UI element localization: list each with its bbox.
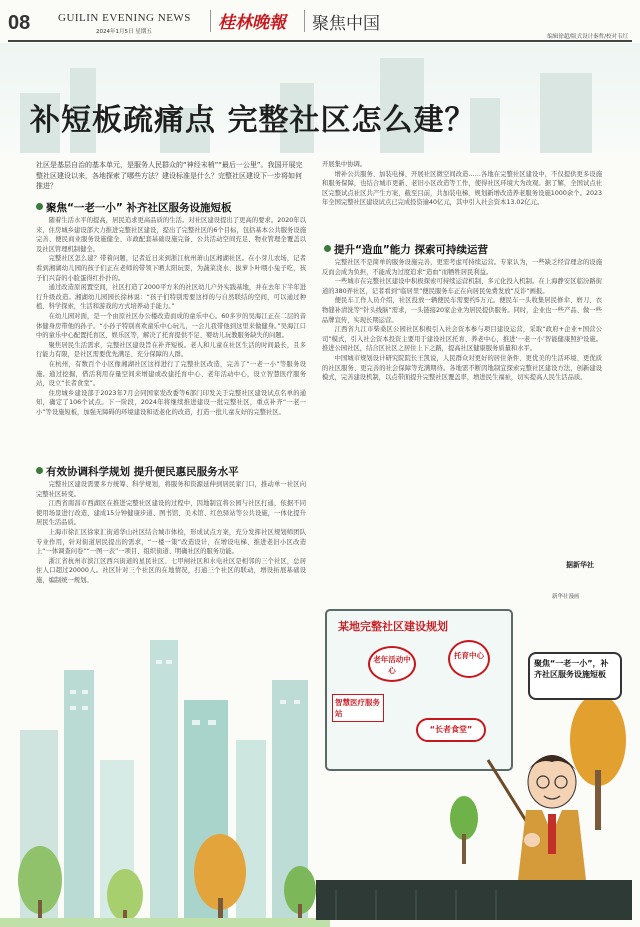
issue-date: 2024年1月5日 星期五 [96, 29, 152, 35]
label-elder-center: 老年活动中心 [368, 646, 416, 682]
bullet-icon [324, 245, 331, 252]
cartoon-illustration [316, 590, 632, 920]
divider [304, 10, 305, 32]
paragraph: 浙江省杭州市滨江区西兴街道的星民社区、七甲闸社区和水电社区是相邻的三个社区，总居住人口超过20000人。社区针对三个社区的在地情况，打通三个社区的联动，增设拓展基础设施，编制统一规划。 [36, 557, 306, 584]
divider [210, 10, 211, 32]
illustration-credit: 新华社漫画 [552, 594, 580, 600]
column-2 [36, 480, 306, 608]
board-title: 某地完整社区建设规划 [338, 620, 448, 633]
subheading-text: 有效协调科学规划 提升便民惠民服务水平 [46, 466, 239, 478]
section-title: 聚焦中国 [312, 14, 380, 34]
paragraph: 完整社区怎么建？带着问题，记者近日来到浙江杭州萧山区湘湖社区。在小芽儿农场，记者看到湘湖幼儿园的孩子们正在老师的带领下晒太阳玩耍，为蔬菜浇水、拔萝卜叶喂小兔子吃，孩子们兴奋的小脸蛋得红扑扑的。 [36, 255, 306, 282]
bullet-icon [36, 467, 43, 474]
paragraph: 中国城市规划设计研究院院长王凯说，人民群众对更好的居住条件、更优美的生活环境、更优质的社区服务、更完善的社会保障等充满期待。各地需不断因地制宜探索完整社区建设方法，创新建设模式，完善建设机制，以点带面提升完整社区覆盖率，增进民生福祉，切实提高人民生活品质。 [322, 354, 602, 382]
paragraph: 增补公共服务、加装电梯、开展社区微空间改造……各地在完整社区建设中，不仅提供更多设施和服务保障，也结合城市更新、老旧小区改造等工作，使得社区环境大为改观。据了解，全国试点社区完整试点社区共产生方案，截至目前，共加装电梯，规划新增改造养老服务设施1000余个。2023年全国完整社区建设试点已完成投资逾40亿元，其中引入社会资本13.02亿元。 [322, 170, 602, 207]
page-number: 08 [8, 12, 31, 34]
page-header [0, 0, 640, 42]
paragraph: 在杭州，有数百个小区像湘湖社区这样进行了完整社区改造，完善了“一老一小”等服务设施。通过挖掘，借活利用存量空间来增建或改建托育中心、老年活动中心，设立智慧医疗服务站，设立“长者食堂”。 [36, 360, 306, 388]
subheading-text: 提升“造血”能力 探索可持续运营 [334, 244, 488, 256]
paragraph: 便民车工作人员介绍，社区投放一辆便民车需要约5万元。便民车一头收集居民修伞、磨刀、衣物缝补清洗等“针头线脑”需求，一头链接20家企业为居民提供服务。同时，企业也一些产品、做一些品牌宣传，实现长期运营。 [322, 297, 602, 324]
paragraph: 聚焦居民生活需求，完整社区建设旨在补齐短板。老人和儿童在社区生活的时间最长，且多行能力有限，是社区需要优先满足、充分保障的人群。 [36, 341, 306, 359]
label-elder-canteen: “长者食堂” [416, 718, 486, 742]
paragraph: 随着生活水平的提高，居民追求更高品质的生活。对社区建设提出了更高的要求。2020年以来，住房城乡建设部大力推进完整社区建设，提出了完整社区的6个目标，包括基本公共服务设施完善、便民商业服务设施健全、市政配套基础设施完备、公共活动空间充足、物业管理全覆盖以及社区管理机制健全。 [36, 217, 306, 253]
subheading-text: 聚焦“一老一小” 补齐社区服务设施短板 [46, 202, 232, 214]
subheading-2 [36, 464, 239, 479]
byline: 据新华社 [566, 561, 594, 569]
subheading-1 [36, 200, 231, 215]
column-4 [322, 258, 602, 554]
subheading-3 [324, 242, 488, 257]
paragraph: 在幼儿园对面，是一个由原社区办公楼改造而成的童乐中心。60多岁的吴海江正在二层的音体健身房带他的孙子。“小孙子特别喜欢童乐中心玩儿，一会儿我带他到这里来做健身。”吴海江口中的童乐中心配置托育区、娱乐区等，解决了托育提供不足、婴幼儿玩教服务缺失的问题。 [36, 312, 306, 340]
column-3 [322, 160, 602, 236]
paragraph: 住房城乡建设部于2023年7月会同国家发改委等6部门印发关于完整社区建设试点名单的通知，确定了106个试点。下一阶段，2024年将继续推进建设一批完整社区，重点补齐“一老一小”等设施短板，加强无障碍的环境建设和适老化的改造，打造一批儿童友好的完整社区。 [36, 389, 306, 416]
label-childcare-center: 托育中心 [448, 640, 490, 678]
column-1 [36, 216, 306, 454]
paragraph: 上海市徐汇区徐家汇街道华山社区结合城市体检，形成试点方案，充分发挥社区规划师团队专业作用，针对街道居民提出的需求，“一楼一策”改造设计，在增设电梯、推进老旧小区改造上“一体调查问卷”“一图一表”一项目、组织街道、明确社区的服务功能。 [36, 528, 306, 556]
header-rule [8, 40, 632, 42]
city-skyline-illustration [0, 610, 330, 927]
paragraph: 江西省九江市柴桑区公园社区积极引入社会资本参与项目建设运营，采取“政府+企业+国营公司”模式，引入社会资本投资主要用于建设社区托育、养老中心，推进‘一老一小’智能健康照护设施。推进公园社区，结合区社区之居住上下之路，提高社区健康服务质量和水平。 [322, 326, 602, 353]
paragraph: 一些城市在完整社区建设中积极探索可持续运营机制、多元化投入机制。在上海静安区临汾路街道的380弄社区，记者看到“临居里”便民服务车正在向居民免费发放“反诈”画报。 [322, 278, 602, 295]
page-title: 补短板疏痛点 完整社区怎么建？ [30, 103, 476, 138]
paragraph: 完整社区建设需要多方统筹、科学规划，将服务和资源延伸到居民家门口，推动单一社区向完整社区转变。 [36, 481, 306, 498]
editor-credits: 编辑徐超/版式设计秦哲/校对韦红 [547, 34, 628, 40]
speech-bubble: 聚焦“一老一小”，补齐社区服务设施短板 [528, 652, 622, 700]
paper-logo: 桂林晚報 [218, 13, 286, 33]
label-smart-clinic: 智慧医疗服务站 [332, 694, 384, 722]
paragraph: 开展集中协调。 [322, 161, 367, 168]
article-intro: 社区是基层自治的基本单元，是服务人民群众的“神经末梢”“最后一公里”。我国开展完整社区建设以来，各地探索了哪些方法？建设标准是什么？完整社区建设下一步将如何推进？ [36, 161, 303, 190]
paragraph: 完整社区不是简单的服务设施完善，更需考虑可持续运营。专家认为，一些缺乏经营理念的设施反而会成为负担，不能成为过度追求“造血”而牺牲居民利益。 [322, 259, 602, 276]
bullet-icon [36, 203, 43, 210]
paragraph: 江西省南昌市西湖区在推进完整社区建设的过程中，因地制宜将公园与社区打通，依据不同使用场景进行改造，建成15分钟健康步道、图书馆、美术馆、红色驿站等公共设施，一体化提升居民生活品质。 [36, 500, 306, 527]
paper-name: GUILIN EVENING NEWS [58, 12, 191, 24]
paragraph: 通过改造原闲置空间，社区打造了2000平方米的社区幼儿户外实践基地，并在去年下半年进行升级改造。湘湖幼儿园园长徐林说：“孩子们特别需要这样的与自然联结的空间，可以通过种植、科学探索，生活和游戏的方式培养动手能力。” [36, 284, 306, 311]
